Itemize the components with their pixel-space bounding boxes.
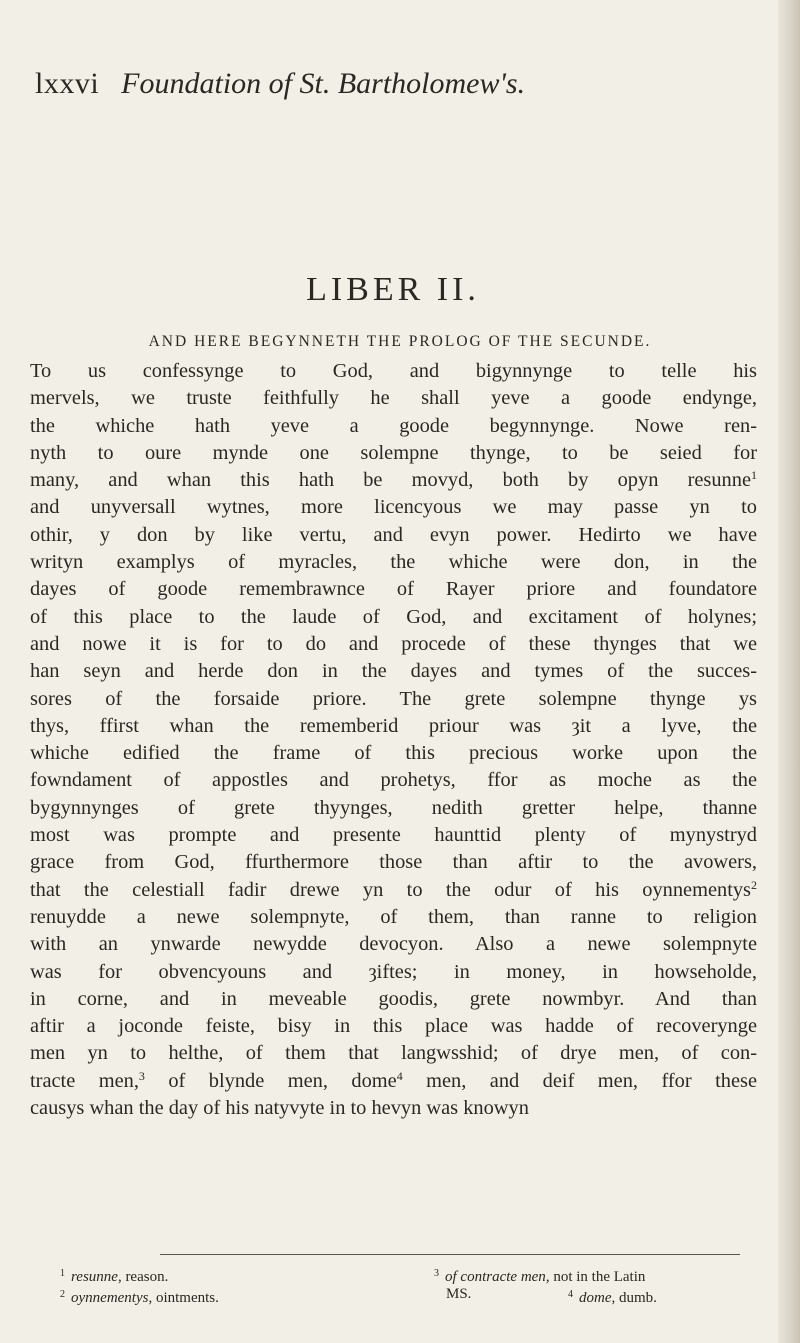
text-line: causys whan the day of his natyvyte in to hevyn was knowyn — [30, 1097, 529, 1120]
text-line: of this place to the laude of God, and excitament of holynes; — [30, 605, 757, 628]
text-line: most was prompte and presente haunttid plenty of mynystryd — [30, 824, 757, 847]
footnote — [568, 1284, 657, 1309]
text-line: nyth to oure mynde one solempne thynge, to be seied for — [30, 441, 757, 464]
footnote-term: dome — [579, 1290, 612, 1306]
body-text — [30, 358, 757, 1122]
chapter-heading: LIBER II. — [306, 271, 480, 308]
text-line: To us confessynge to God, and bigynnynge to telle his — [30, 360, 757, 382]
text-line: men yn to helthe, of them that langwsshid; of drye men, of con- — [30, 1042, 757, 1065]
chapter-subheading: AND HERE BEGYNNETH THE PROLOG OF THE SECUNDE. — [148, 333, 652, 350]
footnote-marker: 3 — [138, 1068, 145, 1083]
text-segment: men, and deif men, ffor these — [402, 1069, 757, 1092]
footnote-term: oynnementys — [71, 1290, 149, 1306]
footnote-marker: 1 — [751, 468, 757, 483]
text-line: was for obvencyouns and ȝiftes; in money, in howseholde, — [30, 960, 757, 983]
text-segment: of blynde men, dome — [144, 1069, 397, 1092]
text-line: bygynnynges of grete thyynges, nedith gretter helpe, thanne — [30, 796, 757, 819]
text-line: han seyn and herde don in the dayes and tymes of the succes- — [30, 660, 757, 683]
footnote-number: 1 — [60, 1268, 65, 1279]
footnote-number: 2 — [60, 1289, 65, 1300]
footnote — [60, 1284, 219, 1309]
text-line: thys, ffirst whan the rememberid priour was ȝit a lyve, the — [30, 714, 757, 737]
footnote-marker: 4 — [396, 1068, 403, 1083]
running-head — [35, 64, 735, 104]
text-line: and nowe it is for to do and procede of these thynges that we — [30, 632, 757, 655]
text-segment: many, and whan this hath be movyd, both by opyn resunne — [30, 469, 751, 492]
text-segment: tracte men, — [30, 1069, 139, 1092]
text-line: sores of the forsaide priore. The grete solempne thynge ys — [30, 687, 757, 710]
running-title: Foundation of St. Bartholomew's. — [121, 67, 526, 100]
text-line: mervels, we truste feithfully he shall yeve a goode endynge, — [30, 387, 757, 410]
text-line — [30, 877, 757, 904]
text-line: grace from God, ffurthermore those than aftir to the avowers, — [30, 851, 757, 874]
footnote-gloss: , dumb. — [611, 1290, 657, 1306]
footnote-term: resunne — [71, 1269, 118, 1285]
text-line: aftir a joconde feiste, bisy in this place was hadde of recoverynge — [30, 1015, 757, 1038]
text-line: and unyversall wytnes, more licencyous we may passe yn to — [30, 496, 757, 519]
footnote-term: of contracte men — [445, 1269, 546, 1285]
text-line: writyn examplys of myracles, the whiche were don, in the — [30, 551, 757, 574]
footnote-gloss: , ointments. — [148, 1290, 219, 1306]
text-line: dayes of goode remembrawnce of Rayer priore and foundatore — [30, 578, 757, 601]
text-segment: that the celestiall fadir drewe yn to the odur of his oynnementys — [30, 878, 751, 901]
text-line: renuydde a newe solempnyte, of them, than ranne to religion — [30, 905, 757, 928]
text-line: fowndament of appostles and prohetys, ffor as moche as the — [30, 769, 757, 792]
footnote-gloss: , reason. — [117, 1269, 169, 1285]
footnote-number: 4 — [568, 1289, 573, 1300]
text-line: with an ynwarde newydde devocyon. Also a newe solempnyte — [30, 933, 757, 956]
text-line — [30, 1068, 757, 1095]
text-line: othir, y don by like vertu, and evyn power. Hedirto we have — [30, 523, 757, 546]
text-line: the whiche hath yeve a goode begynnynge. Nowe ren- — [30, 414, 757, 437]
text-line: whiche edified the frame of this precious worke upon the — [30, 742, 757, 765]
text-line — [30, 467, 757, 494]
page-edge — [778, 0, 800, 1343]
page-number: lxxvi — [35, 67, 100, 100]
footnote-marker: 2 — [751, 877, 757, 892]
text-line: in corne, and in meveable goodis, grete nowmbyr. And than — [30, 987, 757, 1010]
footnote-continuation: MS. — [446, 1286, 472, 1302]
footnote-gloss: , not in the Latin — [545, 1269, 646, 1285]
footnote-rule — [160, 1254, 740, 1255]
footnote-number: 3 — [434, 1268, 439, 1279]
